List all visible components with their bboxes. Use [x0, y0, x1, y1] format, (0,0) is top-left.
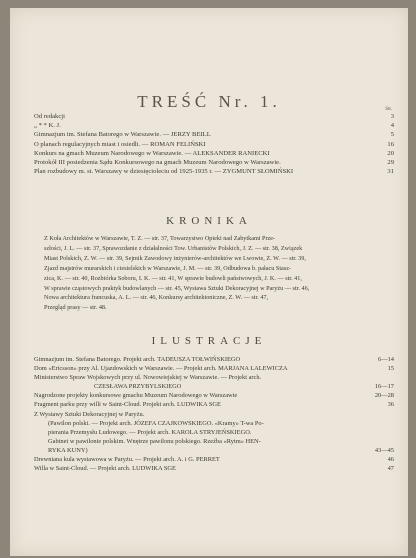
illustration-row: [34, 400, 394, 409]
contents-row: [34, 121, 394, 130]
contents-entry: O planach regulacyjnych miast i osiedli. — ROMAN FELIŃSKI: [34, 140, 206, 148]
contents-page: 4: [390, 122, 394, 130]
illustration-page: [380, 419, 394, 428]
kronika-line: zica, K. — str. 40, Rozbiórka Soboru, I. K. — str. 41, W sprawie budowli państwowych, J. K. — str. 41,: [44, 274, 302, 282]
illustration-page: 36: [387, 401, 394, 409]
illustration-page: 15: [387, 365, 394, 373]
contents-entry: Konkurs na gmach Muzeum Narodowego w Warszawie. — ALEKSANDER RANIECKI: [34, 149, 270, 157]
illustration-page: 46: [387, 456, 394, 464]
illustration-entry: Gabinet w pawilonie polskim. Wnętrze pawilonu polskiego. Rzeźba «Rytm» HEN-: [48, 437, 261, 445]
illustration-page: 16—17: [374, 383, 394, 391]
illustration-entry: (Pawilon polski. — Projekt arch. JÓZEFA CZAJKOWSKIEGO. «Kramy» T-wa Po-: [48, 419, 264, 427]
kronika-line: Nowa architektura francuska, A. L. — str. 46, Konkursy architektoniczne, Z. W. — str. 47,: [44, 294, 269, 302]
contents-entry: Od redakcji: [34, 113, 65, 120]
illustration-entry: Drewniana kula wystawowa w Paryżu. — Projekt arch. A. i G. PERRET: [34, 456, 220, 464]
kronika-line: Przegląd prasy — str. 48.: [44, 304, 107, 312]
illustration-entry: Z Wystawy Sztuki Dekoracyjnej w Paryżu.: [34, 410, 145, 418]
contents-page: 31: [387, 168, 394, 176]
contents-row: [34, 167, 394, 176]
contents-page: 5: [390, 131, 394, 139]
illustration-row: [34, 437, 394, 446]
illustrations-list: [34, 355, 394, 473]
illustration-row: [34, 464, 394, 473]
kronika-line: W sprawie cząstowych praktyk budowlanych — str. 45, Wystawa Sztuki Dekoracyjnej w Paryżu — str. 46,: [44, 284, 310, 292]
illustration-entry: RYKA KUNY): [48, 446, 88, 454]
contents-entry: Protokół III posiedzenia Sądu Konkursowego na gmach Muzeum Narodowego w Warszawie.: [34, 159, 281, 167]
illustration-entry: Dom «Ericsson» przy Al. Ujazdowskich w Warszawie. — Projekt arch. MARJANA LALEWICZA: [34, 365, 288, 373]
contents-row: [34, 140, 394, 149]
illustration-page: 43—45: [374, 446, 394, 454]
illustration-page: [380, 428, 394, 437]
illustration-page: [380, 437, 394, 446]
contents-row: [34, 158, 394, 167]
illustration-row: [34, 446, 394, 455]
illustration-page: [380, 410, 394, 419]
illustration-entry: CZESŁAWA PRZYBYLSKIEGO: [94, 383, 182, 391]
contents-page: 16: [387, 140, 394, 148]
illustration-row: [34, 428, 394, 437]
illustration-entry: Ministerstwo Spraw Wojskowych przy ul. Nowowiejskiej w Warszawie. — Projekt arch.: [34, 374, 262, 382]
illustration-row: [34, 373, 394, 382]
illustration-page: 47: [387, 465, 394, 473]
document-page: [10, 8, 408, 556]
illustration-row: [34, 364, 394, 373]
kronika-line: Miast Polskich, Z. W. — str. 39, Sejmik Zawodowy inżynierów-architektów we Lwowie, Z. W. — str. 39,: [44, 254, 306, 262]
kronika-line: Zjazd majstrów murarskich i ciesielskich w Warszawie, J. M. — str. 39, Odbudowa b. pałacu Stasz-: [44, 264, 291, 272]
page-title: TREŚĆ Nr. 1.: [137, 92, 281, 111]
illustration-row: [34, 355, 394, 364]
kronika-line: Z Koła Architektów w Warszawie, T. Z. — str. 37, Towarzystwo Opieki nad Zabytkami Prze-: [44, 235, 276, 242]
illustration-row: [34, 391, 394, 400]
contents-row: [34, 149, 394, 158]
illustration-row: [34, 382, 394, 391]
illustration-entry: Willa w Saint-Cloud. — Projekt arch. LUDWIKA SGE: [34, 465, 176, 473]
illustration-row: [34, 419, 394, 428]
kronika-line: szłości, J. L. — str. 37, Sprawozdanie z działalności Tow. Urbanistów Polskich, J. Z. — str. 38, Związek: [44, 244, 303, 252]
illustration-row: [34, 410, 394, 419]
illustration-entry: Fragment parku przy willi w Saint-Cloud. Projekt arch. LUDWIKA SGE: [34, 401, 221, 409]
contents-list: [34, 112, 394, 176]
kronika-heading: KRONIKA: [166, 215, 252, 227]
illustration-entry: Gimnazjum im. Stefana Batorego. Projekt arch. TADEUSZA TOŁWIŃSKIEGO: [34, 356, 241, 363]
kronika-paragraph: [44, 234, 374, 313]
illustration-entry: Nagrodzone projekty konkursowe gmachu Muzeum Narodowego w Warszawie: [34, 392, 238, 400]
contents-row: [34, 112, 394, 121]
contents-page: 29: [387, 159, 394, 167]
contents-page: 3: [390, 113, 394, 120]
contents-entry: Plan rozbudowy m. st. Warszawy w dziesięcioleciu od 1925-1935 r. — ZYGMUNT SŁOMIŃSKI: [34, 168, 294, 176]
illustration-page: 20—28: [374, 392, 394, 400]
illustration-page: 6—14: [378, 356, 394, 363]
ilustracje-heading: ILUSTRACJE: [151, 335, 267, 347]
contents-entry: Gimnazjum im. Stefana Batorego w Warszawie. — JERZY BEILL: [34, 131, 211, 139]
illustration-page: [380, 373, 394, 382]
contents-entry: „ * * K. J.: [34, 122, 61, 130]
illustration-entry: pierania Przemysłu Ludowego. — Projekt arch. KAROLA STRYJEŃSKIEGO.: [48, 428, 252, 436]
contents-page: 20: [387, 149, 394, 157]
illustration-row: [34, 455, 394, 464]
page-column-label: Str.: [385, 107, 392, 112]
contents-row: [34, 130, 394, 139]
